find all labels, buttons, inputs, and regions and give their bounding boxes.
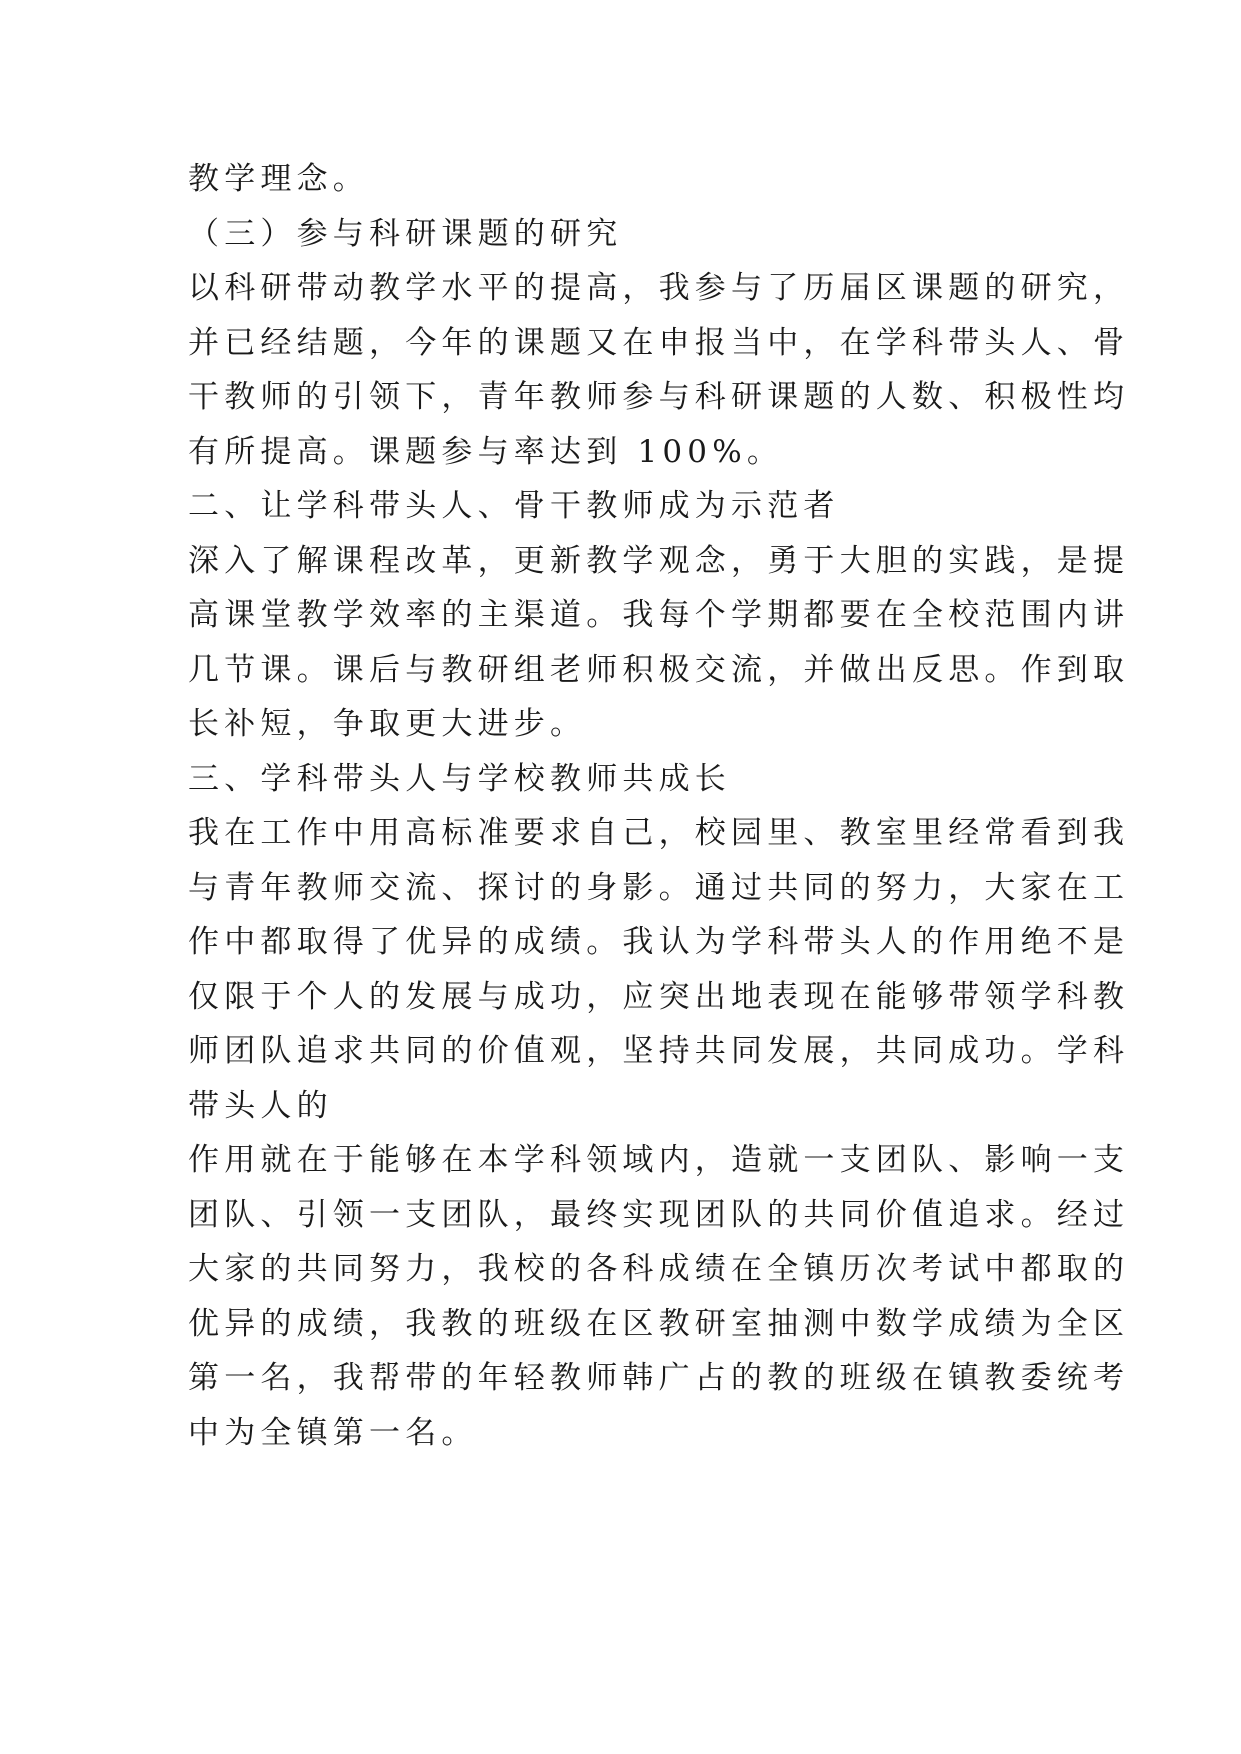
text-line: 与青年教师交流、探讨的身影。通过共同的努力，大家在工 — [188, 869, 1130, 906]
text-line: 仅限于个人的发展与成功，应突出地表现在能够带领学科教 — [188, 978, 1130, 1015]
text-line: 高课堂教学效率的主渠道。我每个学期都要在全校范围内讲 — [188, 597, 1130, 633]
text-line: 以科研带动教学水平的提高，我参与了历届区课题的研究， — [188, 270, 1130, 306]
text-line: 并已经结题，今年的课题又在申报当中，在学科带头人、骨 — [188, 324, 1130, 361]
text-line: 第一名，我帮带的年轻教师韩广占的教的班级在镇教委统考 — [188, 1360, 1130, 1396]
text-line: 优异的成绩，我教的班级在区教研室抽测中数学成绩为全区 — [188, 1305, 1130, 1342]
text-line: 有所提高。课题参与率达到 100%。 — [188, 433, 784, 470]
text-line: 干教师的引领下，青年教师参与科研课题的人数、积极性均 — [188, 379, 1130, 415]
text-line: 几节课。课后与教研组老师积极交流，并做出反思。作到取 — [188, 651, 1130, 688]
text-line: 教学理念。 — [188, 161, 369, 197]
text-line: 师团队追求共同的价值观，坚持共同发展，共同成功。学科 — [188, 1033, 1130, 1069]
document-body — [188, 152, 1130, 1460]
text-line: 带头人的 — [188, 1087, 333, 1124]
text-line: 深入了解课程改革，更新教学观念，勇于大胆的实践，是提 — [188, 542, 1130, 579]
section-heading-three: 三、学科带头人与学校教师共成长 — [188, 760, 731, 797]
text-line: 我在工作中用高标准要求自己，校园里、教室里经常看到我 — [188, 815, 1130, 851]
text-line: 作用就在于能够在本学科领域内，造就一支团队、影响一支 — [188, 1142, 1130, 1178]
text-line: 大家的共同努力，我校的各科成绩在全镇历次考试中都取的 — [188, 1251, 1130, 1287]
text-line: 中为全镇第一名。 — [188, 1414, 478, 1451]
text-line: 团队、引领一支团队，最终实现团队的共同价值追求。经过 — [188, 1196, 1130, 1233]
text-line: 长补短，争取更大进步。 — [188, 706, 587, 742]
section-heading-two: 二、让学科带头人、骨干教师成为示范者 — [188, 488, 840, 524]
section-heading-research: （三）参与科研课题的研究 — [188, 215, 623, 252]
text-line: 作中都取得了优异的成绩。我认为学科带头人的作用绝不是 — [188, 924, 1130, 960]
